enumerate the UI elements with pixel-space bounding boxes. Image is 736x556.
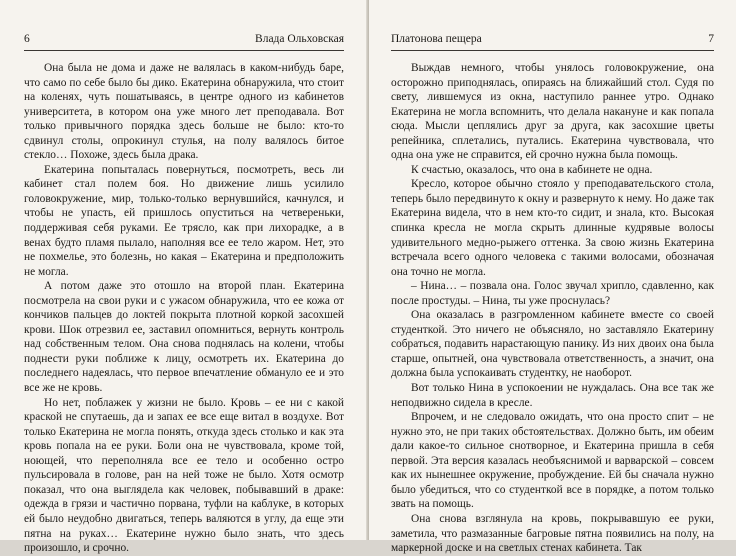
right-paragraph-5: Она оказалась в разгромленном кабинете вместе со своей студенткой. Это ничего не объясняло, но заставляло Екатерину собраться, подавить нарастающую панику. Из них двоих она была старше, опытней, она чувствовала ответственность, а значит, она должна была успокаивать студентку, не наоборот. [391, 309, 714, 380]
right-paragraph-6: Вот только Нина в успокоении не нуждалась. Она все так же неподвижно сидела в кресле. [391, 382, 714, 409]
left-page-text [24, 61, 344, 556]
left-page [0, 0, 368, 555]
right-page-header [391, 30, 714, 51]
right-page-number: 7 [708, 33, 714, 45]
right-paragraph-7: Впрочем, и не следовало ожидать, что она просто спит – не нужно это, не при таких обстоятельствах. Должно быть, им обеим дали какое-то сильное снотворное, и Екатерина пришла в себя первой. Эта версия казалась необъяснимой и варварской – совсем как их нынешнее окружение, пробуждение. Ей бы сначала нужно было убедиться, что со студенткой все в порядке, а потом только звать на помощь. [391, 411, 714, 511]
left-paragraph-3: А потом даже это отошло на второй план. Екатерина посмотрела на свои руки и с ужасом обнаружила, что ее кожа от кончиков пальцев до локтей покрыта плотной коркой засохшей крови. Шок отрезвил ее, заставил опомниться, вернуть контроль над собственным телом. Она снова поднялась на колени, чтобы поднести руки поближе к лицу, осмотреть их. Екатерина до последнего надеялась, что первое впечатление обмануло ее и это все же не кровь. [24, 280, 344, 395]
right-page [369, 0, 736, 555]
right-paragraph-2: К счастью, оказалось, что она в кабинете не одна. [411, 163, 653, 176]
right-paragraph-4: – Нина… – позвала она. Голос звучал хрипло, сдавленно, как после простуды. – Нина, ты уже проснулась? [391, 280, 714, 307]
right-paragraph-1: Выждав немного, чтобы унялось головокружение, она осторожно приподнялась, опираясь на ближайший стол. Судя по свету, лившемуся из окна, наступило раннее утро. Однако Екатерина не могла вспомнить, что делала накануне и как попала сюда. Мысли цеплялись друг за друга, как засохшие цветы репейника, сплетались, путались. Екатерина чувствовала, что одна она уже не справится, ей срочно нужна была помощь. [391, 62, 714, 162]
right-running-head: Платонова пещера [391, 33, 482, 45]
left-page-header [24, 30, 344, 51]
right-paragraph-8: Она снова взглянула на кровь, покрывавшую ее руки, заметила, что размазанные багровые пятна появились на полу, на маркерной доске и на светлых стенах кабинета. Так [391, 512, 714, 555]
right-page-text [391, 61, 714, 556]
left-running-head: Влада Ольховская [255, 33, 344, 45]
left-paragraph-2: Екатерина попыталась повернуться, посмотреть, весь ли кабинет стал полем боя. Но движение лишь усилило головокружение, мир, только-только вернувшийся, качнулся, и чтобы не упасть, ей пришлось опуститься на четвереньки, поддерживая себя руками. Ее трясло, как при лихорадке, а в венах будто пламя пылало, наполняя все ее тело жаром. Нет, это не похмелье, это болезнь, но какая – Екатерина и предположить не могла. [24, 163, 344, 278]
left-paragraph-4: Но нет, поблажек у жизни не было. Кровь – ее ни с какой краской не спутаешь, да и запах ее все еще витал в воздухе. Вот только Екатерина не могла понять, откуда здесь столько и как эта кровь попала на ее руки. Боли она не чувствовала, кроме той, ноющей, что переполняла все ее тело и особенно остро пульсировала в голове, ран на ней тоже не было. Хотя осмотр показал, что она выглядела как человек, побывавший в драке: одежда в грязи и частично порвана, туфли на каблуке, в которых ей было неудобно двигаться, теперь валяются в углу, да еще эти пятна на руках… Екатерине нужно было знать, что здесь произошло, и срочно. [24, 396, 344, 555]
right-paragraph-3: Кресло, которое обычно стояло у преподавательского стола, теперь было передвинуто к окну и развернуто к нему. Но даже так Екатерина видела, что в нем кто-то сидит, и знала, кто. Высокая спинка кресла не могла скрыть длинные кудрявые волосы удивительного медно-рыжего оттенка. За свою жизнь Екатерина встречала всего одного человека с такими волосами, обозначая она точно не могла. [391, 178, 714, 278]
left-page-number: 6 [24, 33, 30, 45]
left-paragraph-1: Она была не дома и даже не валялась в каком-нибудь баре, что само по себе было бы дико. Екатерина обнаружила, что стоит на коленях, чуть пошатываясь, в центре одного из кабинетов университета, в котором она уже много лет преподавала. Вот только привычного порядка здесь больше не было: кто-то сдвинул столы, опрокинул стулья, на полу валялось битое стекло… Похоже, здесь была драка. [24, 62, 344, 162]
